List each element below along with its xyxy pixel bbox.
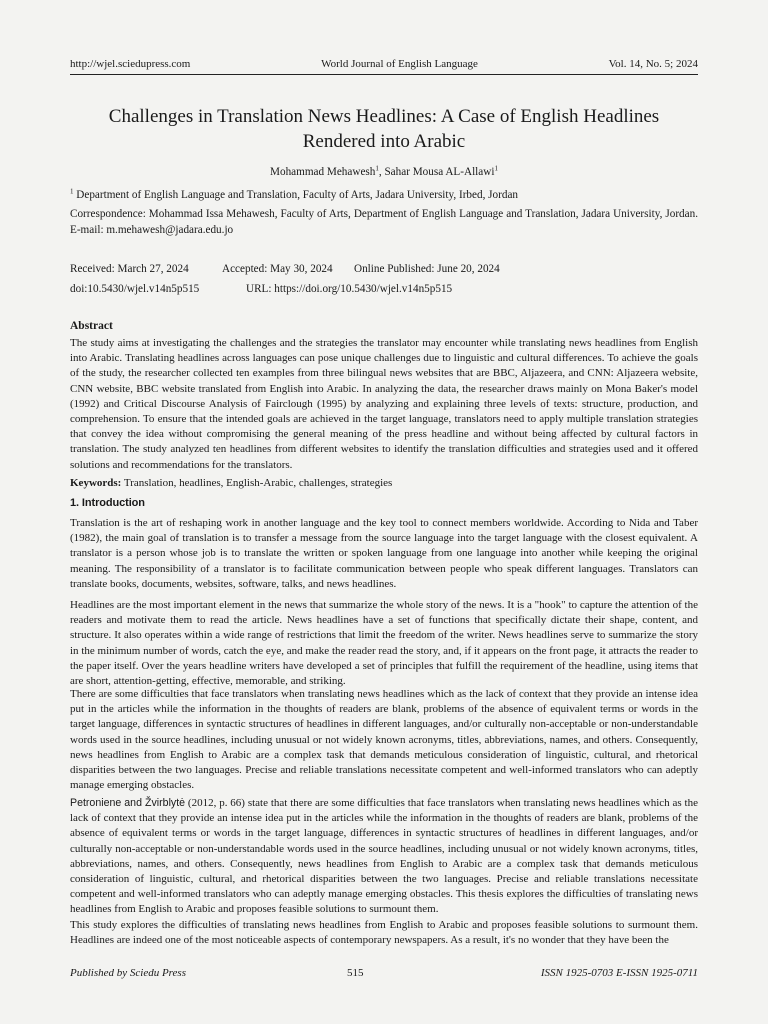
intro-paragraph-4 [70,796,698,918]
page-number: 515 [347,967,364,979]
affiliation [70,187,698,203]
author-1: Mohammad Mehawesh [270,166,376,178]
title-line-2: Rendered into Arabic [302,131,466,152]
affiliation-text: Department of English Language and Translation, Faculty of Arts, Jadara University, Irbed, Jordan [73,189,518,201]
abstract-text: The study aims at investigating the challenges and the strategies the translator may encounter while translating news headlines from English into Arabic. Translating headlines across languages can pose unique challenges due to linguistic and cultural differences. To achieve the goals of the study, the researcher collected ten examples from three bilingual news websites that are BBC, Aljazeera, and CNN: Aljazeera website, CNN website, BBC website translated from English into Arabic. In analyzing the data, the researcher draws mainly on Mona Baker's model (1992) and Critical Discourse Analysis of Fairclough (1995) by analyzing and explaining three levels of texts: structure, production, and comprehension. To ensure that the intended goals are achieved in the target language, translators need to apply multiple translation strategies that convey the idea without compromising the general meaning of the press headline and without being affected by cultural factors in translation. The study analyzed ten headlines from different websites to identify the translation difficulties and strategies used and it offered solutions and recommendations for the translators. [70,337,698,471]
issn: ISSN 1925-0703 E-ISSN 1925-0711 [540,967,698,979]
title-line-1: Challenges in Translation News Headlines: A Case of English Headlines [108,106,660,127]
author-2: Sahar Mousa AL-Allawi [384,166,495,178]
doi-url[interactable]: URL: https://doi.org/10.5430/wjel.v14n5p515 [246,283,453,295]
received-date: Received: March 27, 2024 [70,263,189,275]
author-2-affiliation-mark: 1 [494,164,498,173]
published-date: Online Published: June 20, 2024 [354,263,500,275]
journal-name: World Journal of English Language [321,58,478,70]
intro-paragraph-2: Headlines are the most important element in the news that summarize the whole story of the news. It is a "hook" to capture the attention of the readers and motivate them to read the article. News headlines have a set of functions that specifically dictate their shape, content, and structure. It also operates within a wide range of restrictions that limit the freedom of the writer. News headlines serve to summarize the story in the minimum number of words, catch the eye, and make the reader read the story, and, if it appears on the front page, it attracts the reader to the paper itself. Over the years headline writers have developed a set of principles that fulfill the requirement of the headline, using items that are short, attention-getting, effective, memorable, and striking. [70,599,698,688]
author-1-affiliation-mark: 1 [375,164,379,173]
correspondence: Correspondence: Mohammad Issa Mehawesh, Faculty of Arts, Department of English Language and Translation, Jadara University, Jordan. E-mail: m.mehawesh@jadara.edu.jo [70,208,698,236]
keywords-text: Translation, headlines, English-Arabic, challenges, strategies [121,477,393,489]
author-separator: , [378,166,385,178]
accepted-date: Accepted: May 30, 2024 [222,263,333,275]
cited-authors: Petroniene and Žvirblytė [70,797,186,809]
doi: doi:10.5430/wjel.v14n5p515 [70,283,200,295]
publication-dates [70,261,698,301]
keywords-label: Keywords: [70,477,122,489]
paper-title [70,104,698,154]
keywords [70,476,698,491]
volume-info: Vol. 14, No. 5; 2024 [608,58,698,70]
intro-paragraph-5: This study explores the difficulties of translating news headlines from English to Arabic and proposes feasible solutions to surmount them. Headlines are indeed one of the most noticeable aspects of contemporary newspapers. As a result, it's no wonder that they have been the [70,919,698,947]
intro-paragraph-3: There are some difficulties that face translators when translating news headlines which as the lack of context that they provide an intense idea put in the articles while the information in the thoughts of readers are blank, problems of the absence of equivalent terms or words in the target language, differences in syntactic structures of headlines in different languages, and/or culturally non-acceptable or non-understandable words used in the source headlines, including unusual or not widely known acronyms, titles, abbreviations, names, and others. Consequently, news headlines from English to Arabic are a complex task that demands meticulous consideration of linguistic, cultural, and rhetorical disparities between the two languages. Precise and reliable translations necessitate competent and well-informed translators who can adeptly manage emerging obstacles. [70,688,698,792]
abstract-heading: Abstract [70,320,113,332]
running-head [70,57,698,71]
intro-paragraph-4-text: (2012, p. 66) state that there are some difficulties that face translators when translating news headlines which as the lack of context that they provide an intense idea put in the articles while the information in the thoughts of readers are blank, problems of the absence of equivalent terms or words in the target language, differences in syntactic structures of headlines in different languages, and/or culturally non-acceptable or non-understandable words used in the source headlines, including unusual or not widely known acronyms, titles, abbreviations, names, and others. Consequently, news headlines from English to Arabic are a complex task that demands meticulous consideration of linguistic, cultural, and rhetorical disparities between the two languages. Precise and reliable translations necessitate competent and well-informed translators who can adeptly manage emerging obstacles. This thesis explores the difficulties of translating news headlines from English to Arabic and proposes feasible solutions to surmount them. [70,797,698,916]
journal-url[interactable]: http://wjel.sciedupress.com [70,58,191,70]
header-divider [70,74,698,75]
introduction-heading: 1. Introduction [70,497,145,509]
author-list [70,164,698,180]
affiliation-mark: 1 [70,187,74,196]
intro-paragraph-1: Translation is the art of reshaping work in another language and the key tool to connect members worldwide. According to Nida and Taber (1982), the main goal of translation is to transfer a message from the source language into the target language with the closest equivalent. A translator is a person whose job is to translate the written or spoken language from one language into another while keeping the original meaning. The responsibility of a translator is to facilitate communication between people who speak different languages. Translators can translate books, documents, websites, software, talks, and news headlines. [70,517,698,590]
publisher: Published by Sciedu Press [70,967,186,979]
